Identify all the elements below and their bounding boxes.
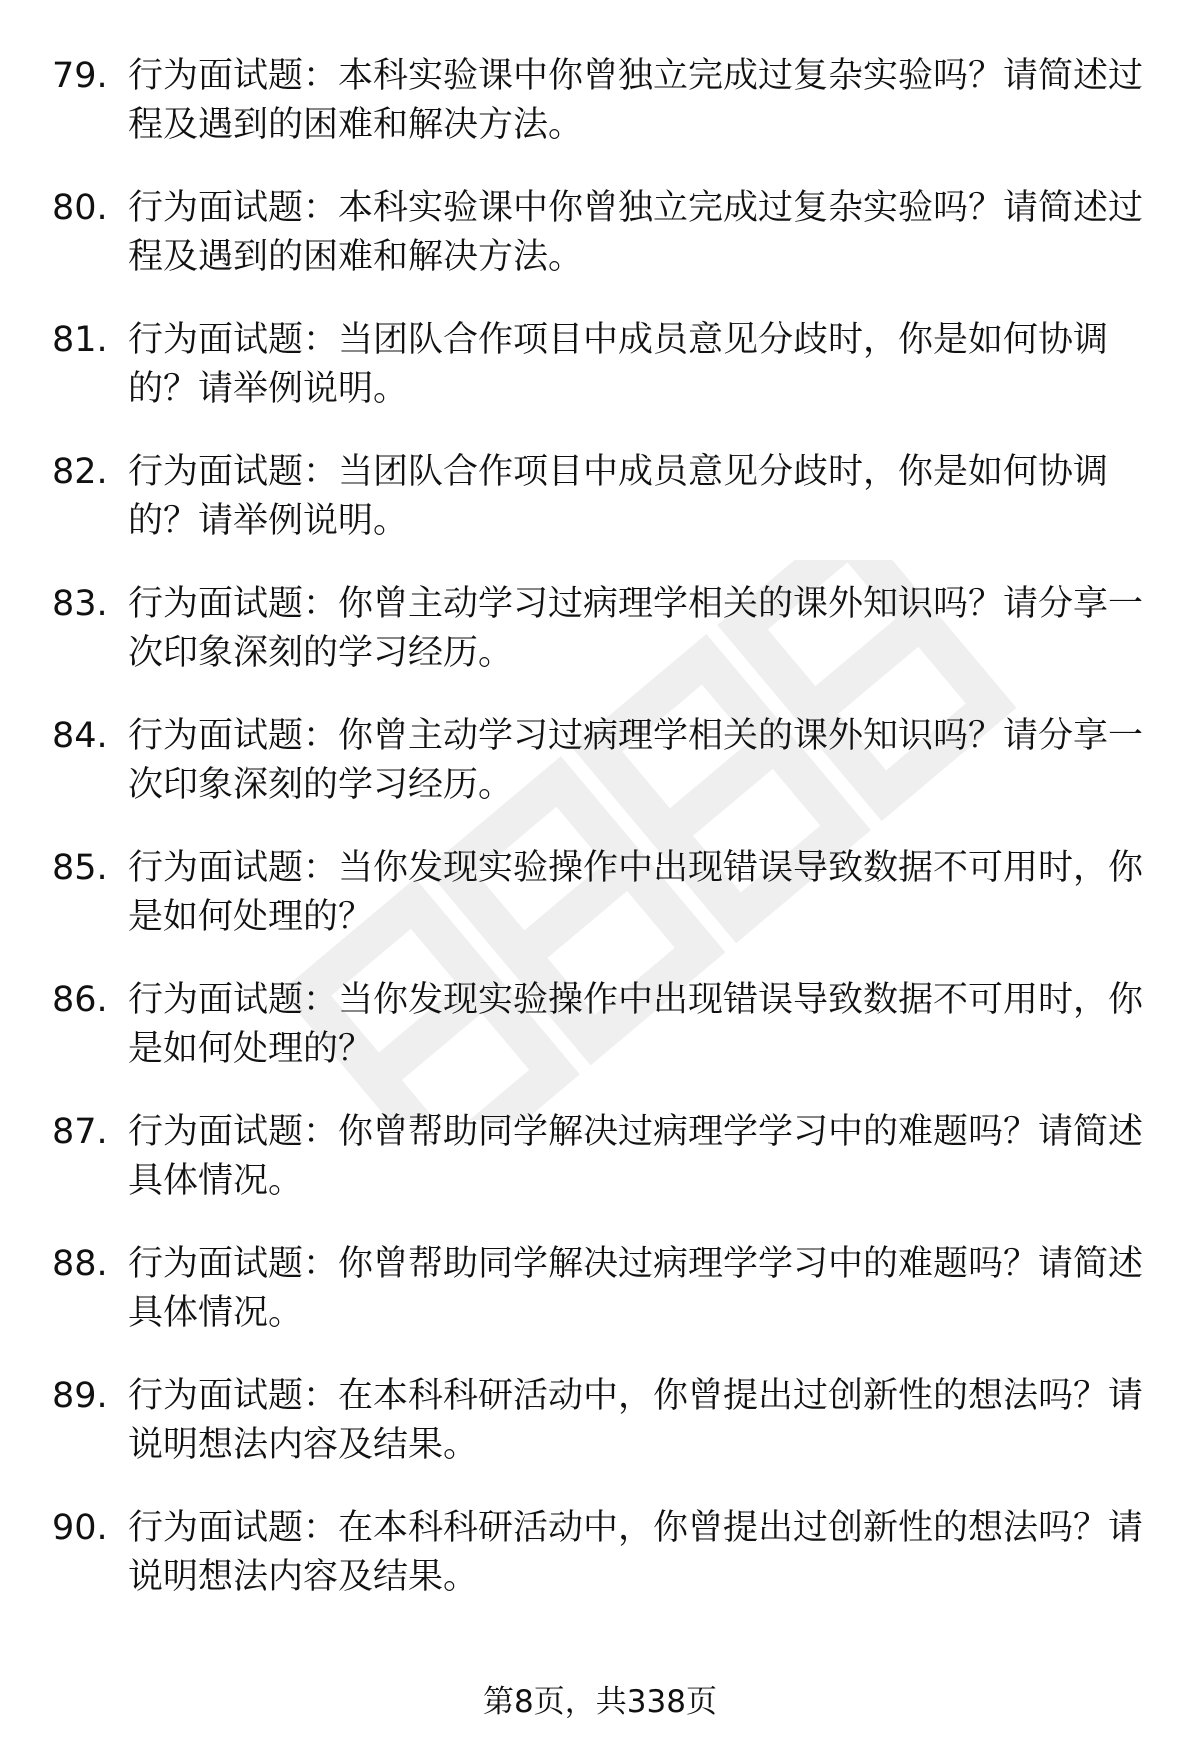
item-text: 行为面试题：当团队合作项目中成员意见分歧时，你是如何协调的？请举例说明。 (128, 452, 1109, 541)
page-number: 第8页，共338页 (483, 1684, 717, 1720)
item-number: 87. (52, 1112, 108, 1152)
list-item (52, 1504, 1152, 1636)
item-text: 行为面试题：本科实验课中你曾独立完成过复杂实验吗？请简述过程及遇到的困难和解决方法。 (128, 56, 1144, 145)
item-text: 行为面试题：本科实验课中你曾独立完成过复杂实验吗？请简述过程及遇到的困难和解决方法。 (128, 188, 1144, 277)
list-item (52, 580, 1152, 712)
list-item (52, 712, 1152, 844)
item-text: 行为面试题：你曾帮助同学解决过病理学学习中的难题吗？请简述具体情况。 (128, 1112, 1144, 1201)
item-text: 行为面试题：在本科科研活动中，你曾提出过创新性的想法吗？请说明想法内容及结果。 (128, 1376, 1144, 1465)
list-item (52, 448, 1152, 580)
list-item (52, 1240, 1152, 1372)
item-number: 88. (52, 1244, 108, 1284)
list-item (52, 316, 1152, 448)
item-number: 81. (52, 320, 108, 360)
item-number: 86. (52, 980, 108, 1020)
item-text: 行为面试题：当你发现实验操作中出现错误导致数据不可用时，你是如何处理的？ (128, 848, 1144, 937)
item-number: 84. (52, 716, 108, 756)
list-item (52, 1372, 1152, 1504)
item-number: 83. (52, 584, 108, 624)
item-number: 79. (52, 56, 108, 96)
item-number: 90. (52, 1508, 108, 1548)
list-item (52, 1108, 1152, 1240)
item-text: 行为面试题：在本科科研活动中，你曾提出过创新性的想法吗？请说明想法内容及结果。 (128, 1508, 1144, 1597)
item-text: 行为面试题：你曾主动学习过病理学相关的课外知识吗？请分享一次印象深刻的学习经历。 (128, 716, 1144, 805)
item-text: 行为面试题：当团队合作项目中成员意见分歧时，你是如何协调的？请举例说明。 (128, 320, 1109, 409)
list-item (52, 184, 1152, 316)
list-item (52, 976, 1152, 1108)
item-text: 行为面试题：你曾主动学习过病理学相关的课外知识吗？请分享一次印象深刻的学习经历。 (128, 584, 1144, 673)
item-number: 89. (52, 1376, 108, 1416)
item-text: 行为面试题：当你发现实验操作中出现错误导致数据不可用时，你是如何处理的？ (128, 980, 1144, 1069)
item-number: 80. (52, 188, 108, 228)
item-number: 82. (52, 452, 108, 492)
item-number: 85. (52, 848, 108, 888)
question-list (52, 52, 1152, 1636)
item-text: 行为面试题：你曾帮助同学解决过病理学学习中的难题吗？请简述具体情况。 (128, 1244, 1144, 1333)
list-item (52, 52, 1152, 184)
list-item (52, 844, 1152, 976)
